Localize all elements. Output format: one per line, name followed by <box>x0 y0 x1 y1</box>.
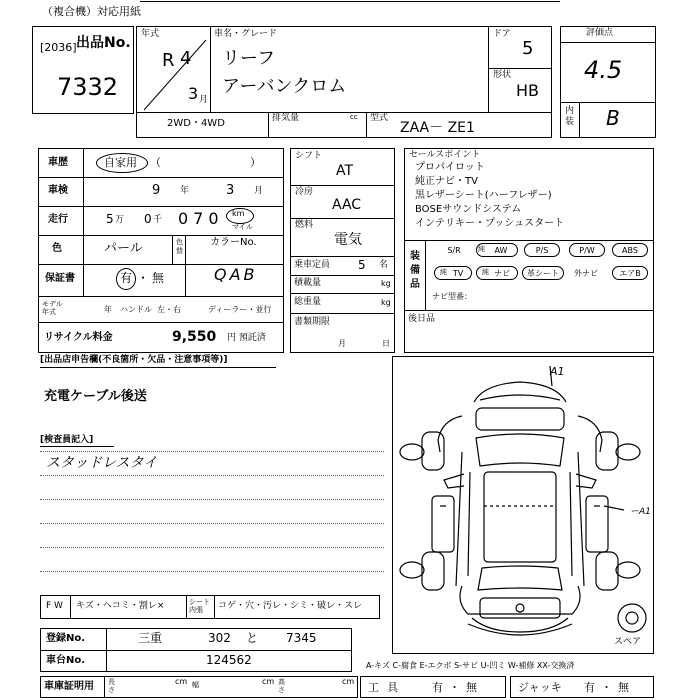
form-title: （複合機）対応用紙 <box>42 5 141 18</box>
year-value: 4 <box>180 48 192 69</box>
car-grade: アーバンクロム <box>222 76 347 97</box>
fuel-value: 電気 <box>334 232 362 248</box>
top-cut-line <box>140 1 560 2</box>
mile-unit: マイル <box>232 223 253 231</box>
delivery-label: 後日品 <box>408 314 436 324</box>
name-label: 車名・グレード <box>214 29 278 39</box>
score-value: 4.5 <box>584 56 623 84</box>
divider <box>38 322 284 323</box>
note-line <box>40 475 384 476</box>
lot-code: [2036] <box>40 41 77 54</box>
inspector-underline <box>40 446 114 447</box>
history-label: 車歴 <box>48 157 68 168</box>
divider <box>560 102 656 103</box>
sales-item: インテリキー・プッシュスタート <box>415 218 565 229</box>
divider <box>185 235 186 296</box>
inspection-month-unit: 月 <box>254 186 264 196</box>
doc-day: 日 <box>382 339 390 348</box>
note-line <box>40 547 384 548</box>
divider <box>186 595 187 619</box>
divider <box>104 676 105 698</box>
model-label: 型式 <box>370 113 389 123</box>
interior-label: 内装 <box>565 106 575 127</box>
warranty-label: 保証書 <box>45 273 75 284</box>
km-unit: km <box>232 209 245 218</box>
interior-grade: B <box>606 106 620 130</box>
divider <box>40 650 352 651</box>
note-line <box>40 571 384 572</box>
divider <box>106 628 107 672</box>
weight-unit: kg <box>381 298 391 307</box>
note-line <box>40 499 384 500</box>
doc-month: 月 <box>338 339 346 348</box>
lot-label: 出品No. <box>76 35 131 51</box>
score-label: 評価点 <box>586 28 614 38</box>
equip-ext-navi: 外ナビ <box>574 269 598 278</box>
divider <box>214 595 215 619</box>
note-line <box>40 451 384 452</box>
jack-label: ジャッキ <box>518 681 562 694</box>
shift-value: AT <box>336 163 354 179</box>
capacity-unit: 名 <box>379 260 389 270</box>
month-unit: 月 <box>199 95 209 105</box>
sales-label: セールスポイント <box>409 150 481 160</box>
weight-label: 総重量 <box>294 297 322 307</box>
recycle-label: リサイクル料金 <box>44 332 113 343</box>
equip-pw: P/W <box>569 243 605 257</box>
color-label: 色 <box>52 243 62 254</box>
handle-label: ハンドル <box>120 305 152 314</box>
drive: 2WD・4WD <box>167 118 225 129</box>
mileage-man: 5 <box>106 212 114 226</box>
divider <box>404 310 654 311</box>
divider <box>83 148 84 296</box>
chassis-label: 車台No. <box>46 655 86 666</box>
fuel-label: 燃料 <box>295 220 314 230</box>
divider <box>38 177 284 178</box>
sen-unit: 千 <box>153 215 163 225</box>
seller-note: 充電ケーブル後送 <box>44 389 147 404</box>
paren-open: （ <box>150 156 161 169</box>
recycle-unit: 円 預託済 <box>227 333 266 343</box>
seat-label: シート内張 <box>189 598 210 614</box>
reg-kana: と <box>246 631 259 645</box>
width-label: 幅 <box>192 681 199 689</box>
mileage-rest: 070 <box>178 209 224 228</box>
divider <box>425 240 426 310</box>
inspector-header: [検査員記入] <box>40 435 94 445</box>
chassis-number: 124562 <box>206 653 252 667</box>
inspection-year-unit: 年 <box>180 186 190 196</box>
fw-text: キズ・ヘコミ・割レ× <box>76 601 165 611</box>
sales-item: 純正ナビ・TV <box>415 176 478 187</box>
divider <box>404 240 654 241</box>
load-unit: kg <box>381 279 391 288</box>
divider <box>290 275 395 276</box>
equip-aw-prefix: 純 <box>478 245 485 253</box>
equip-ps: P/S <box>524 243 560 257</box>
equip-leather: 革シート <box>522 266 564 280</box>
divider <box>38 206 284 207</box>
divider <box>290 293 395 294</box>
man-unit: 万 <box>115 215 125 225</box>
divider <box>290 256 395 257</box>
model-year-label: モデル年式 <box>42 300 63 316</box>
spare-label: スペア <box>614 637 642 647</box>
notes-underline <box>40 367 276 368</box>
divider <box>136 112 552 113</box>
equip-tv: TV <box>434 266 472 280</box>
warranty-sep: ・ <box>137 271 150 285</box>
load-label: 積載量 <box>294 278 322 288</box>
notes-header: [出品店申告欄(不良箇所・欠品・注意事項等)] <box>40 355 228 365</box>
inspection-month: 3 <box>226 183 235 198</box>
shape: HB <box>516 81 540 100</box>
cc-unit: cc <box>350 113 358 121</box>
dealer-label: ディーラー・並行 <box>208 305 272 314</box>
width-cm: cm <box>262 677 275 686</box>
height-label: 高さ <box>278 678 285 694</box>
seat-text: コゲ・穴・汚レ・シミ・破レ・スレ <box>218 601 363 611</box>
divider <box>290 185 395 186</box>
divider <box>366 112 367 138</box>
reg-number: 7345 <box>286 631 317 645</box>
equip-tv-prefix: 純 <box>440 268 447 276</box>
history-value: 自家用 <box>104 156 137 169</box>
doc-label: 書類期限 <box>294 317 331 327</box>
capacity-value: 5 <box>358 258 366 272</box>
equip-sunroof: S/R <box>447 246 461 255</box>
ac-value: AAC <box>332 197 362 213</box>
equipment-label: 装備品 <box>410 251 420 290</box>
reg-label: 登録No. <box>46 633 86 644</box>
a1-side-mark: ーA1 <box>630 507 651 517</box>
mileage-label: 走行 <box>48 214 68 225</box>
ac-label: 冷房 <box>295 187 314 197</box>
equip-aw: AW <box>476 243 518 257</box>
divider <box>290 313 395 314</box>
divider <box>172 235 173 264</box>
divider <box>70 595 71 619</box>
tools-label: 工具 <box>368 681 406 694</box>
mileage-sen: 0 <box>144 212 152 226</box>
equip-abs: ABS <box>612 243 648 257</box>
jack-value: 有・無 <box>584 681 635 694</box>
tools-value: 有・無 <box>432 681 483 694</box>
model-code: ZAA－ ZE1 <box>400 120 475 136</box>
fw-label: F W <box>46 601 63 611</box>
divider <box>488 68 552 69</box>
defect-codes-legend: A-キズ C-腐食 E-エクボ S-サビ U-凹ミ W-補修 XX-交換済 <box>366 661 575 670</box>
door-label: ドア <box>493 29 511 39</box>
shift-label: シフト <box>295 151 323 161</box>
car-diagram <box>392 356 654 654</box>
sales-item: プロパイロット <box>415 162 485 173</box>
year-label: 年式 <box>141 29 160 39</box>
handle-value: 左・右 <box>157 305 181 314</box>
displacement-label: 排気量 <box>272 113 300 123</box>
height-cm: cm <box>342 677 355 686</box>
divider <box>210 26 211 112</box>
divider <box>268 112 269 138</box>
model-year-unit: 年 <box>104 305 112 314</box>
color-value: パール <box>104 241 143 256</box>
reg-class: 302 <box>208 631 231 645</box>
divider <box>579 102 580 138</box>
length-cm: cm <box>175 677 188 686</box>
warranty-no: 無 <box>152 271 165 285</box>
divider <box>290 218 395 219</box>
divider <box>38 235 284 236</box>
reg-region: 三重 <box>138 631 163 645</box>
capacity-label: 乗車定員 <box>294 260 331 270</box>
sales-item: 黒レザーシート(ハーフレザー) <box>415 190 552 201</box>
color-no-label: カラーNo. <box>210 237 257 248</box>
car-name: リーフ <box>222 48 276 69</box>
divider <box>560 42 656 43</box>
shape-label: 形状 <box>493 70 512 80</box>
doors: 5 <box>522 38 534 59</box>
color-change-label: 色替 <box>176 238 183 255</box>
a1-top-mark: A1 <box>550 365 565 378</box>
color-no: QAB <box>214 265 258 284</box>
divider <box>38 296 284 297</box>
divider <box>488 26 489 112</box>
equip-airbag: エアB <box>612 266 648 280</box>
inspection-year: 9 <box>152 183 161 198</box>
cert-label: 車庫証明用 <box>44 681 94 692</box>
note-line <box>40 523 384 524</box>
equip-navi: ナビ <box>476 266 518 280</box>
paren-close: ） <box>250 156 261 169</box>
sales-item: BOSEサウンドシステム <box>415 204 522 215</box>
warranty-yes: 有 <box>120 271 133 285</box>
era: R <box>162 50 175 71</box>
inspection-label: 車検 <box>48 185 68 196</box>
inspector-note: スタッドレスタイ <box>46 455 158 471</box>
month-value: 3 <box>188 84 199 103</box>
recycle-value: 9,550 <box>172 329 217 345</box>
equip-navi-prefix: 純 <box>482 268 489 276</box>
navi-model-label: ナビ型番： <box>432 292 472 301</box>
lot-number: 7332 <box>57 73 119 101</box>
length-label: 長さ <box>108 678 115 694</box>
